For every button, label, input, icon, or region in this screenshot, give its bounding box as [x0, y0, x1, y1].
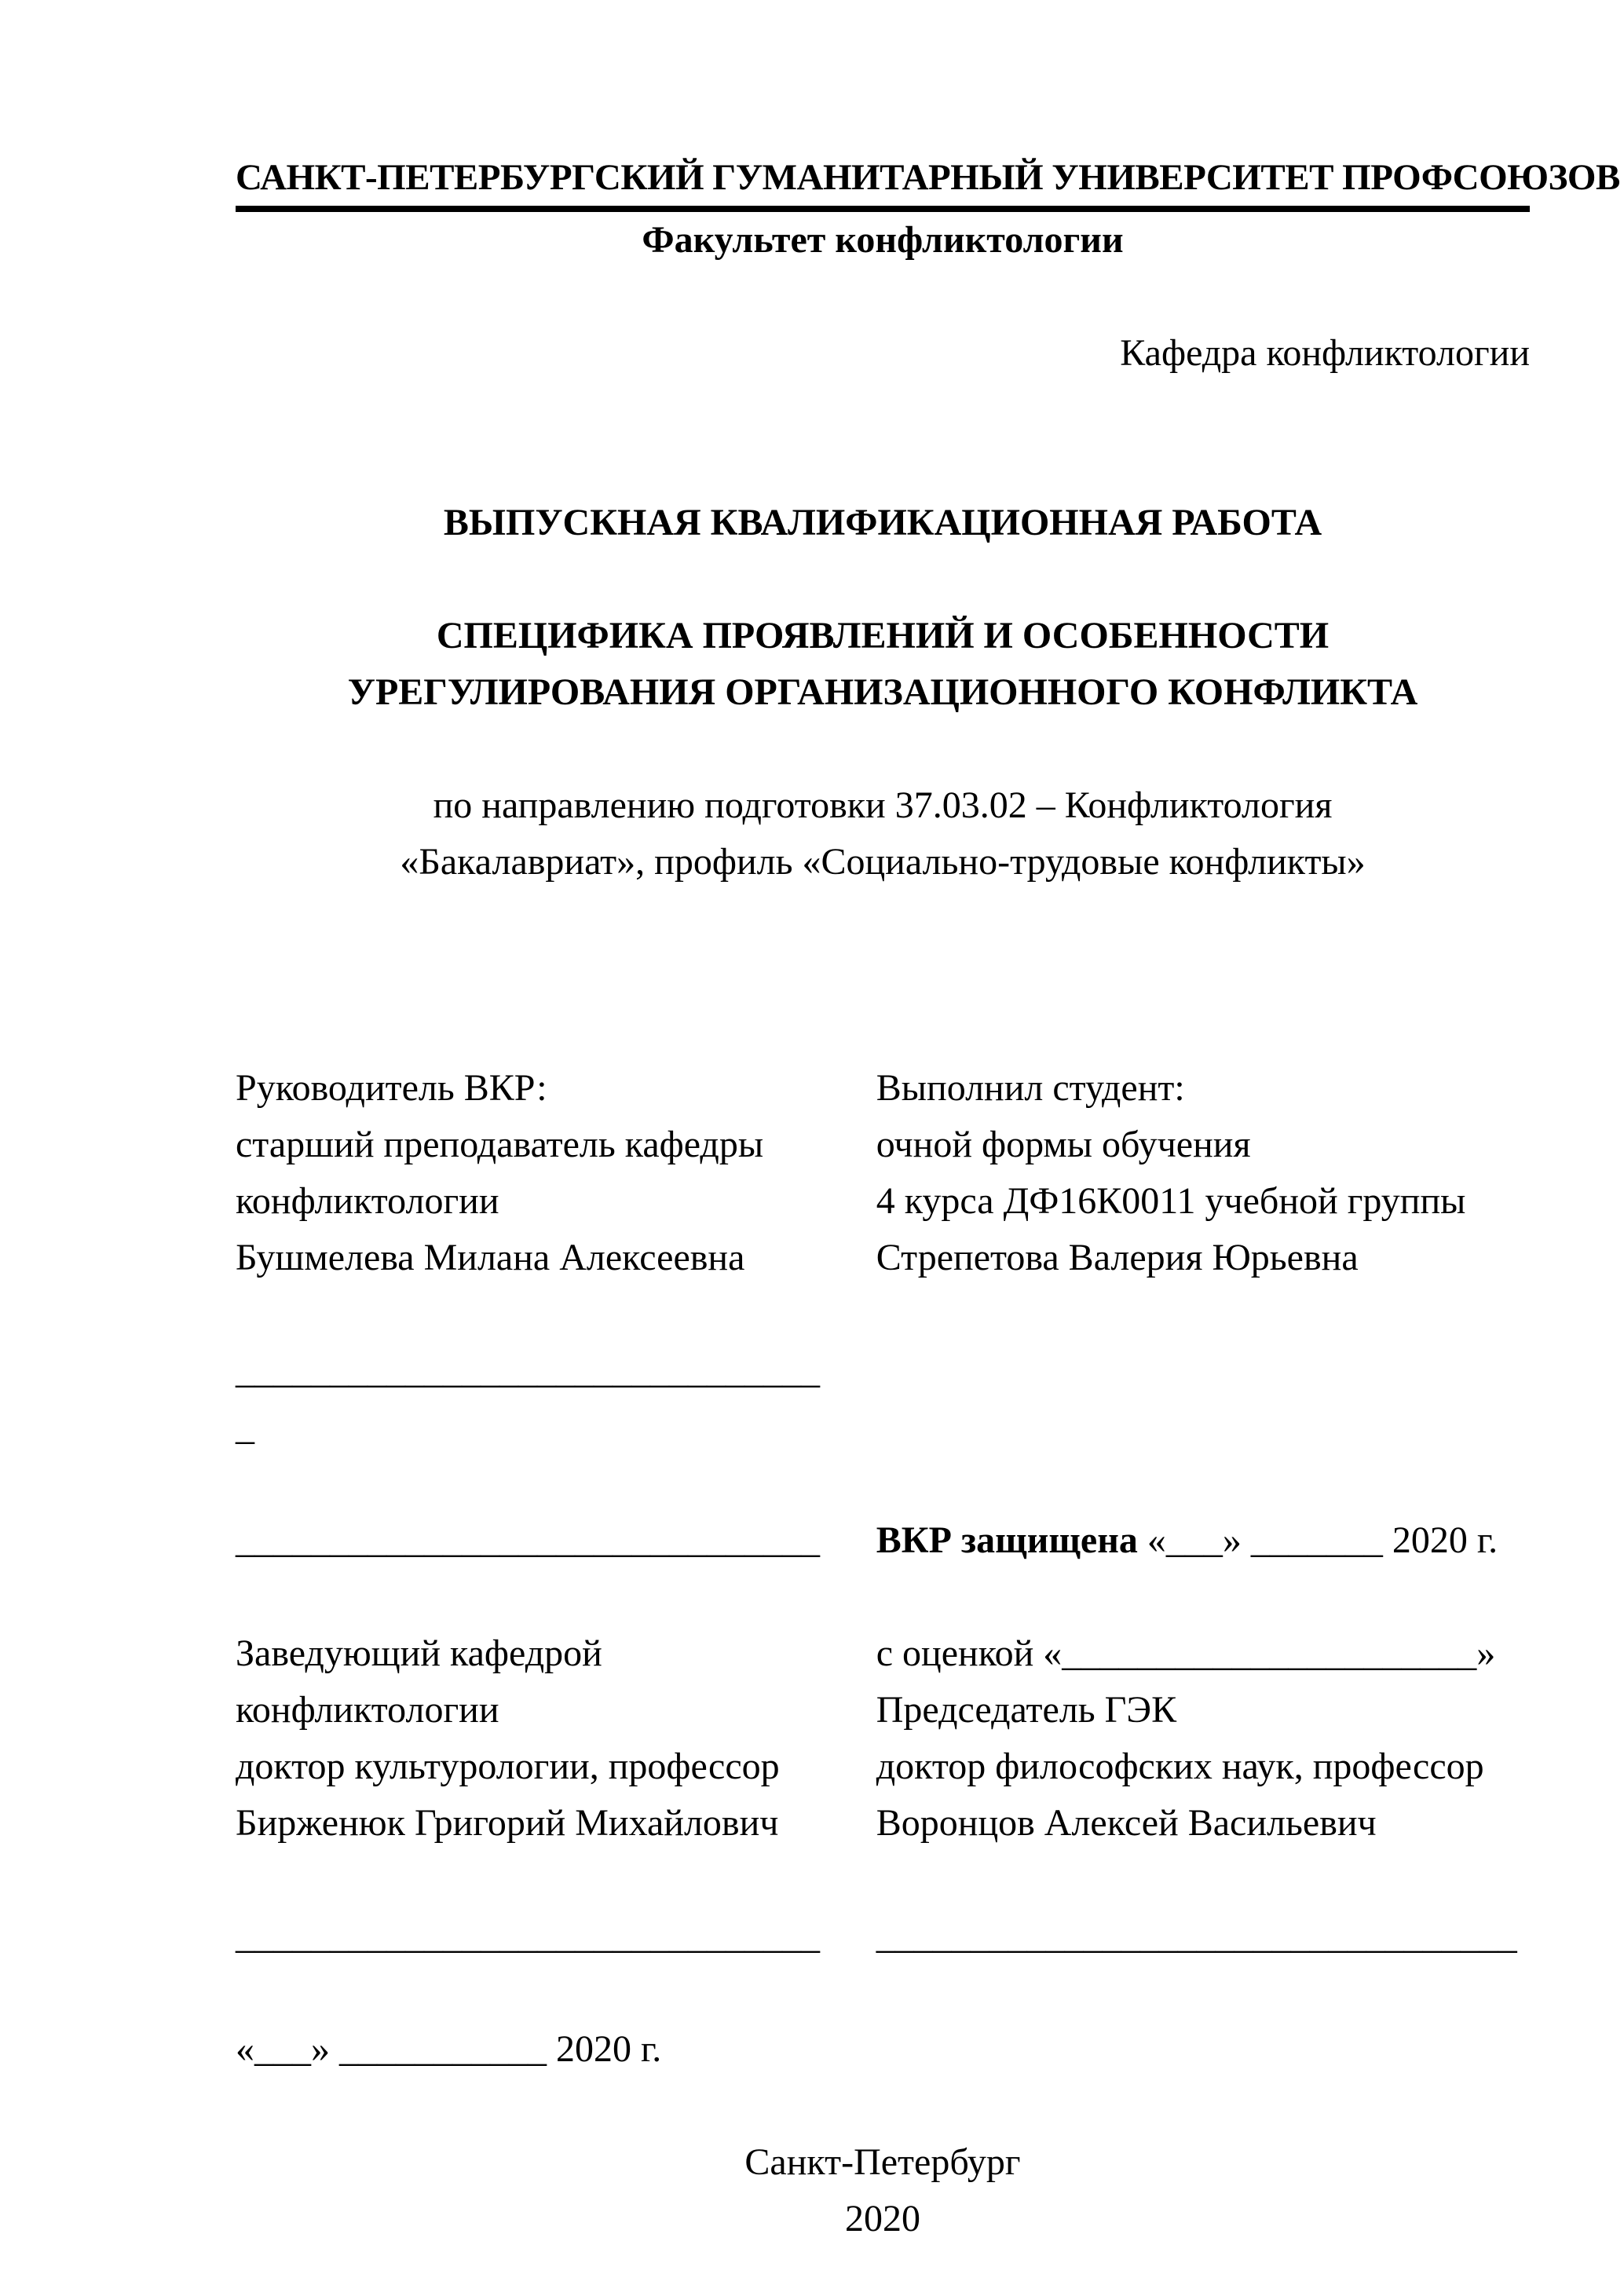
head-label-line2: конфликтологии — [236, 1689, 499, 1731]
spacer — [236, 269, 1530, 325]
footer-city: Санкт-Петербург — [744, 2141, 1021, 2183]
spacer — [236, 1004, 1530, 1060]
spacer — [236, 438, 1530, 495]
head-label-line1: Заведующий кафедрой — [236, 1632, 602, 1674]
head-position: доктор культурологии, профессор — [236, 1746, 780, 1787]
left-column — [236, 1060, 876, 2078]
spacer — [876, 1286, 1530, 1343]
spacer — [236, 551, 1530, 608]
thesis-title-line2: УРЕГУЛИРОВАНИЯ ОРГАНИЗАЦИОННОГО КОНФЛИКТА — [347, 671, 1418, 713]
university-name: САНКТ-ПЕТЕРБУРГСКИЙ ГУМАНИТАРНЫЙ УНИВЕРСИТЕТ ПРОФСОЮЗОВ — [236, 149, 1530, 212]
spacer — [876, 1852, 1530, 1908]
spacer — [236, 947, 1530, 1004]
supervisor-label: Руководитель ВКР: — [236, 1067, 547, 1109]
student-label: Выполнил студент: — [876, 1067, 1185, 1109]
student-form: очной формы обучения — [876, 1124, 1251, 1165]
spacer — [236, 1569, 861, 1625]
supervisor-signature-line: _______________________________ — [236, 1350, 820, 1391]
chairman-name: Воронцов Алексей Васильевич — [876, 1802, 1377, 1844]
supervisor-position-line2: конфликтологии — [236, 1180, 499, 1222]
program-line2: «Бакалавриат», профиль «Социально-трудовые конфликты» — [400, 841, 1366, 883]
signature-line-2: _______________________________ — [236, 1519, 820, 1561]
supervisor-name: Бушмелева Милана Алексеевна — [236, 1237, 745, 1278]
department-name: Кафедра конфликтологии — [1120, 332, 1530, 374]
spacer — [876, 1343, 1530, 1399]
student-group: 4 курса ДФ16К0011 учебной группы — [876, 1180, 1466, 1222]
spacer — [236, 1852, 861, 1908]
signature-columns — [236, 1060, 1530, 2078]
right-column — [876, 1060, 1530, 2078]
spacer — [236, 1456, 861, 1512]
supervisor-position-line1: старший преподаватель кафедры — [236, 1124, 764, 1165]
defended-label: ВКР защищена — [876, 1519, 1138, 1561]
thesis-title-line1: СПЕЦИФИКА ПРОЯВЛЕНИЙ И ОСОБЕННОСТИ — [436, 615, 1330, 656]
footer-year: 2020 — [845, 2198, 920, 2239]
spacer — [876, 1569, 1530, 1625]
faculty-name: Факультет конфликтологии — [642, 219, 1124, 261]
supervisor-signature-line-wrap: _ — [236, 1406, 254, 1448]
head-name: Бирженюк Григорий Михайлович — [236, 1802, 779, 1844]
chairman-label: Председатель ГЭК — [876, 1689, 1177, 1731]
date-line: «___» ___________ 2020 г. — [236, 2028, 662, 2070]
defended-date-blank: «___» _______ 2020 г. — [1137, 1519, 1498, 1561]
spacer — [876, 1456, 1530, 1512]
program-line1: по направлению подготовки 37.03.02 – Конфликтология — [433, 784, 1333, 826]
spacer — [236, 721, 1530, 777]
spacer — [236, 1965, 861, 2021]
spacer — [236, 890, 1530, 947]
spacer — [236, 2078, 1530, 2134]
spacer — [236, 1286, 861, 1343]
chairman-signature-line: __________________________________ — [876, 1915, 1517, 1957]
head-signature-line: _______________________________ — [236, 1915, 820, 1957]
work-type-title: ВЫПУСКНАЯ КВАЛИФИКАЦИОННАЯ РАБОТА — [443, 502, 1322, 543]
chairman-position: доктор философских наук, профессор — [876, 1746, 1484, 1787]
student-name: Стрепетова Валерия Юрьевна — [876, 1237, 1359, 1278]
defended-line — [876, 1512, 1530, 1569]
spacer — [236, 382, 1530, 438]
spacer — [876, 1399, 1530, 1456]
grade-line: с оценкой «______________________» — [876, 1632, 1496, 1674]
